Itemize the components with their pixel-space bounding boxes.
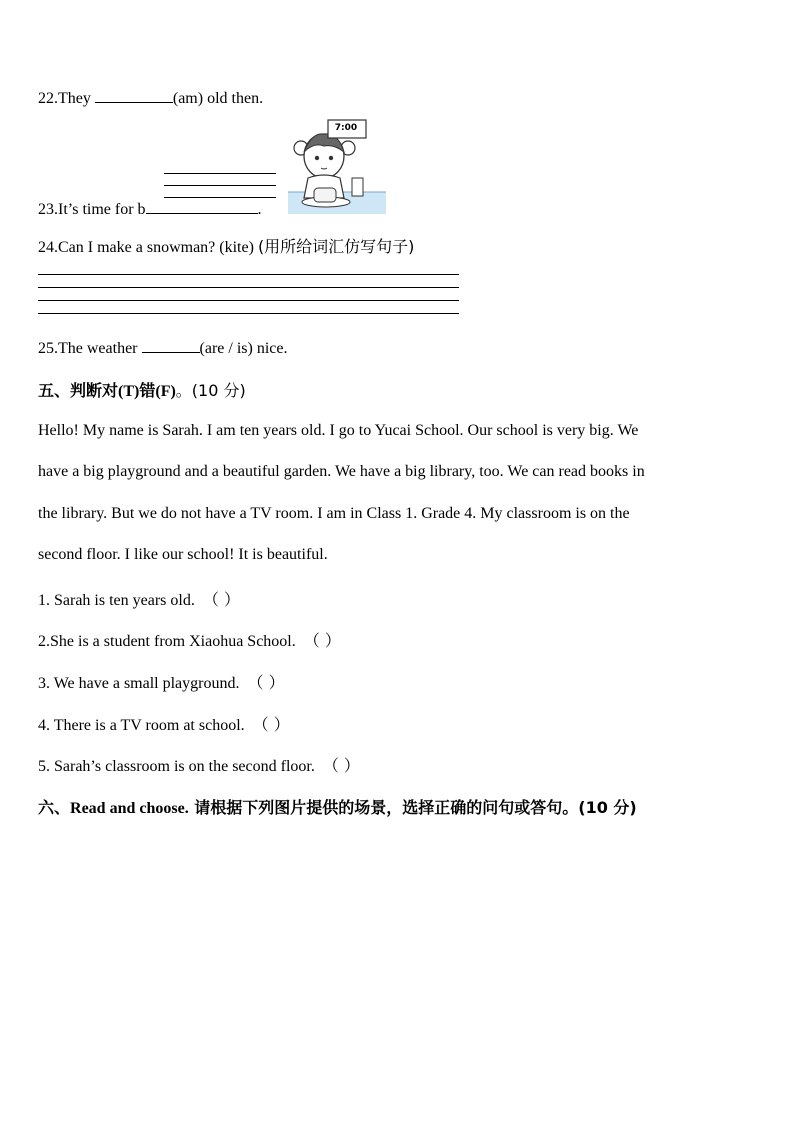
answer-blank[interactable] <box>95 88 173 103</box>
section-title-part: 。(10 分) <box>175 381 246 400</box>
passage-line: second floor. I like our school! It is beautiful. <box>38 546 328 563</box>
statement-4 <box>38 712 290 735</box>
answer-parentheses[interactable]: （ ） <box>303 631 341 650</box>
answer-blank[interactable] <box>142 338 200 353</box>
answer-parentheses[interactable]: （ ） <box>247 673 285 692</box>
statement-text: 2.She is a student from Xiaohua School. <box>38 633 296 650</box>
question-number: 24. <box>38 239 58 256</box>
writing-line[interactable] <box>38 300 459 301</box>
question-text: Can I make a snowman? (kite) <box>58 239 258 256</box>
statement-5 <box>38 753 360 776</box>
answer-parentheses[interactable]: （ ） <box>322 756 360 775</box>
question-24 <box>38 234 414 257</box>
question-number: 23. <box>38 201 58 218</box>
question-hint: (用所给词汇仿写句子) <box>257 237 415 256</box>
passage-line: Hello! My name is Sarah. I am ten years old. I go to Yucai School. Our school is very big. We <box>38 422 639 439</box>
breakfast-illustration <box>288 118 386 214</box>
writing-line <box>164 185 276 186</box>
question-23 <box>38 199 262 219</box>
question-text: They <box>58 90 95 107</box>
statement-3 <box>38 670 285 693</box>
writing-line[interactable] <box>38 313 459 314</box>
statement-2 <box>38 628 341 651</box>
statement-text: 5. Sarah’s classroom is on the second floor. <box>38 758 315 775</box>
section-title-part: 六、 <box>38 798 71 817</box>
writing-line[interactable] <box>38 274 459 275</box>
statement-1 <box>38 587 240 610</box>
answer-parentheses[interactable]: （ ） <box>252 715 290 734</box>
question-25 <box>38 338 287 358</box>
passage-line: have a big playground and a beautiful garden. We have a big library, too. We can read books in <box>38 463 645 480</box>
writing-line <box>164 197 276 198</box>
statement-text: 4. There is a TV room at school. <box>38 717 245 734</box>
question-number: 22. <box>38 90 58 107</box>
section-title-part: 五、判断对 <box>38 381 119 400</box>
section-title-part: 错 <box>139 381 156 400</box>
section-title-part: (F) <box>155 383 176 400</box>
passage-line: the library. But we do not have a TV room. I am in Class 1. Grade 4. My classroom is on the <box>38 505 630 522</box>
answer-parentheses[interactable]: （ ） <box>202 590 240 609</box>
statement-text: 1. Sarah is ten years old. <box>38 592 195 609</box>
section-title-part: 请根据下列图片提供的场景，选择正确的问句或答句。(10 分) <box>188 798 637 817</box>
question-number: 25. <box>38 340 58 357</box>
answer-blank[interactable] <box>146 199 258 214</box>
question-hint: (am) old then. <box>172 90 264 107</box>
statement-text: 3. We have a small playground. <box>38 675 240 692</box>
question-text: The weather <box>58 340 142 357</box>
section-5-title <box>38 378 246 401</box>
section-title-part: Read and choose. <box>70 800 189 817</box>
question-hint: (are / is) nice. <box>199 340 288 357</box>
period: . <box>257 201 262 218</box>
clock-display: 7:00 <box>334 123 358 133</box>
question-text: It’s time for b <box>58 201 146 218</box>
writing-line <box>164 173 276 174</box>
section-title-part: (T) <box>118 383 140 400</box>
question-22 <box>38 88 263 108</box>
writing-line[interactable] <box>38 287 459 288</box>
section-6-title <box>38 795 637 818</box>
